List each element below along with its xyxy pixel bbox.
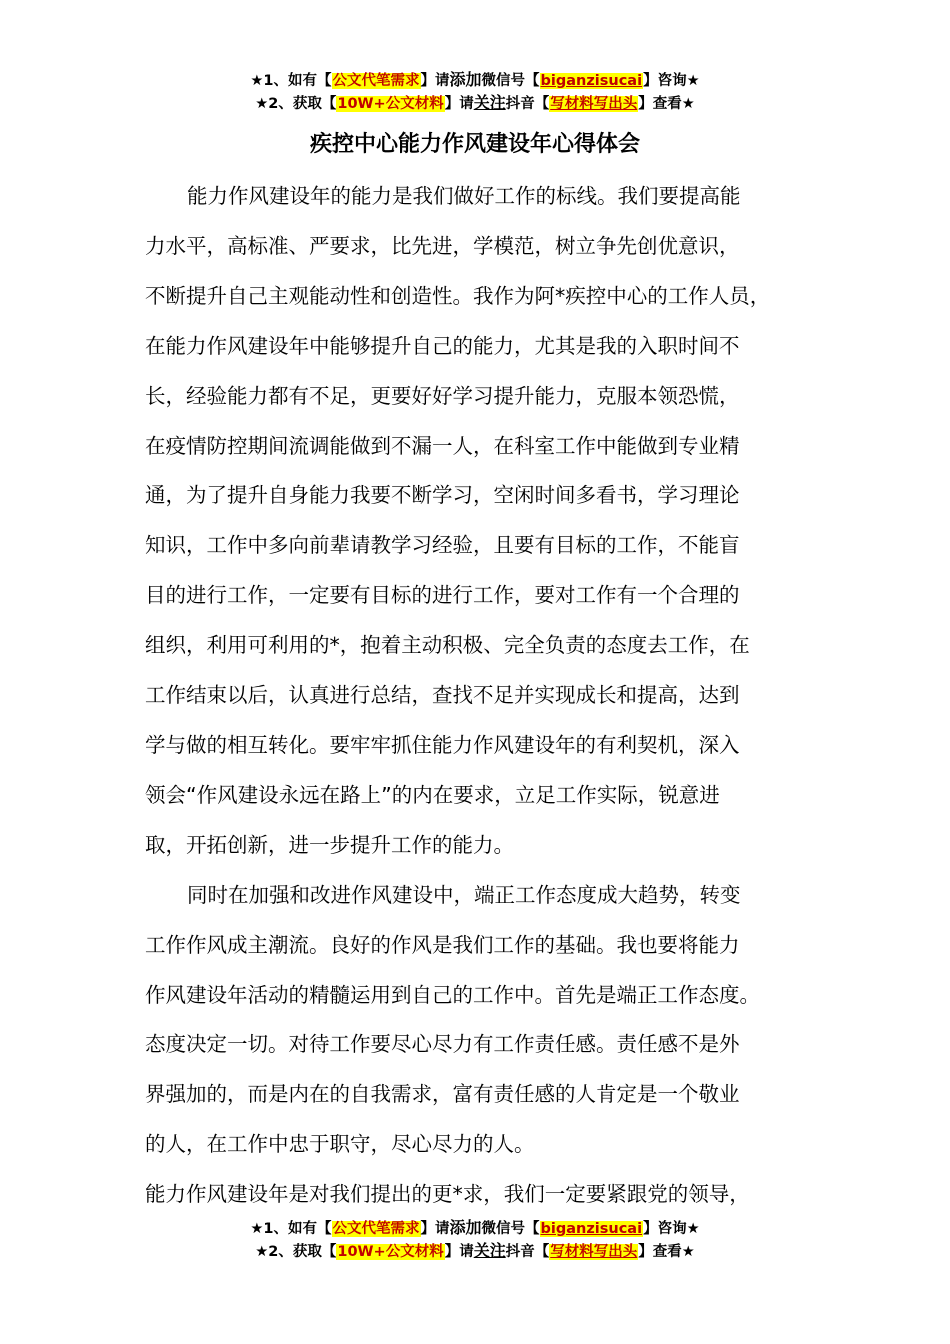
banner-add-word: 添加 [449,1218,482,1237]
banner-text: 】请 [444,96,474,112]
banner-text: ★2、获取【 [255,1244,337,1260]
text-line: 界强加的，而是内在的自我需求，富有责任感的人肯定是一个敬业 [145,1082,740,1107]
text-line: 工作结束以后，认真进行总结，查找不足并实现成长和提高，达到 [145,683,740,708]
banner-text: 】咨询★ [643,73,700,89]
header-banner [0,69,950,115]
banner-text: 微信号【 [481,73,540,89]
banner-line-2 [0,1240,950,1263]
banner-text: 】请 [420,73,450,89]
text-line: 能力作风建设年的能力是我们做好工作的标线。我们要提高能 [187,184,741,208]
douyin-account-link[interactable]: 写材料写出头 [550,96,638,112]
text-line: 在疫情防控期间流调能做到不漏一人，在科室工作中能做到专业精 [145,433,740,458]
highlight-writing-service: 公文代笔需求 [332,1221,420,1237]
banner-follow-word: 关注 [473,1241,506,1260]
text-line: 取，开拓创新，进一步提升工作的能力。 [145,832,514,857]
text-line: 组织，利用可利用的*，抱着主动积极、完全负责的态度去工作，在 [145,633,750,658]
banner-text: 】请 [444,1244,474,1260]
highlight-writing-service: 公文代笔需求 [332,73,420,89]
banner-text: ★1、如有【 [250,1221,332,1237]
text-line: 学与做的相互转化。要牢牢抓住能力作风建设年的有利契机，深入 [145,732,740,757]
banner-line-1 [0,1217,950,1240]
banner-text: 】请 [420,1221,450,1237]
paragraph-3 [145,1170,815,1220]
highlight-materials: 10W+公文材料 [337,1244,444,1260]
banner-line-2 [0,92,950,115]
text-line: 通，为了提升自身能力我要不断学习，空闲时间多看书，学习理论 [145,483,740,508]
text-line: 知识，工作中多向前辈请教学习经验，且要有目标的工作，不能盲 [145,533,740,558]
paragraph-2 [145,871,815,1170]
text-line: 在能力作风建设年中能够提升自己的能力，尤其是我的入职时间不 [145,333,740,358]
text-line: 能力作风建设年是对我们提出的更*求，我们一定要紧跟党的领导， [145,1182,750,1207]
banner-text: 】咨询★ [643,1221,700,1237]
banner-line-1 [0,69,950,92]
text-line: 同时在加强和改进作风建设中，端正工作态度成大趋势，转变 [187,882,741,907]
wechat-id-link[interactable]: biganzisucai [540,1221,643,1237]
banner-text: 】查看★ [638,1244,695,1260]
wechat-id-link[interactable]: biganzisucai [540,73,643,89]
text-line: 不断提升自己主观能动性和创造性。我作为阿*疾控中心的工作人员， [145,283,771,308]
footer-banner [0,1217,950,1263]
text-line: 力水平，高标准、严要求，比先进，学模范，树立争先创优意识， [145,233,740,258]
banner-add-word: 添加 [449,70,482,89]
paragraph-1 [145,172,815,871]
text-line: 作风建设年活动的精髓运用到自己的工作中。首先是端正工作态度。 [145,982,760,1007]
banner-follow-word: 关注 [473,93,506,112]
document-body [145,172,815,1220]
douyin-account-link[interactable]: 写材料写出头 [550,1244,638,1260]
text-line: 工作作风成主潮流。良好的作风是我们工作的基础。我也要将能力 [145,932,740,957]
text-line: 领会“作风建设永远在路上”的内在要求，立足工作实际，锐意进 [145,782,720,807]
banner-text: 抖音【 [505,96,550,112]
text-line: 的人，在工作中忠于职守，尽心尽力的人。 [145,1132,535,1157]
highlight-materials: 10W+公文材料 [337,96,444,112]
banner-text: 抖音【 [505,1244,550,1260]
text-line: 长，经验能力都有不足，更要好好学习提升能力，克服本领恐慌， [145,383,740,408]
document-title: 疾控中心能力作风建设年心得体会 [309,132,640,157]
banner-text: ★1、如有【 [250,73,332,89]
text-line: 目的进行工作，一定要有目标的进行工作，要对工作有一个合理的 [145,583,740,608]
banner-text: 】查看★ [638,96,695,112]
banner-text: 微信号【 [481,1221,540,1237]
text-line: 态度决定一切。对待工作要尽心尽力有工作责任感。责任感不是外 [145,1032,740,1057]
banner-text: ★2、获取【 [255,96,337,112]
